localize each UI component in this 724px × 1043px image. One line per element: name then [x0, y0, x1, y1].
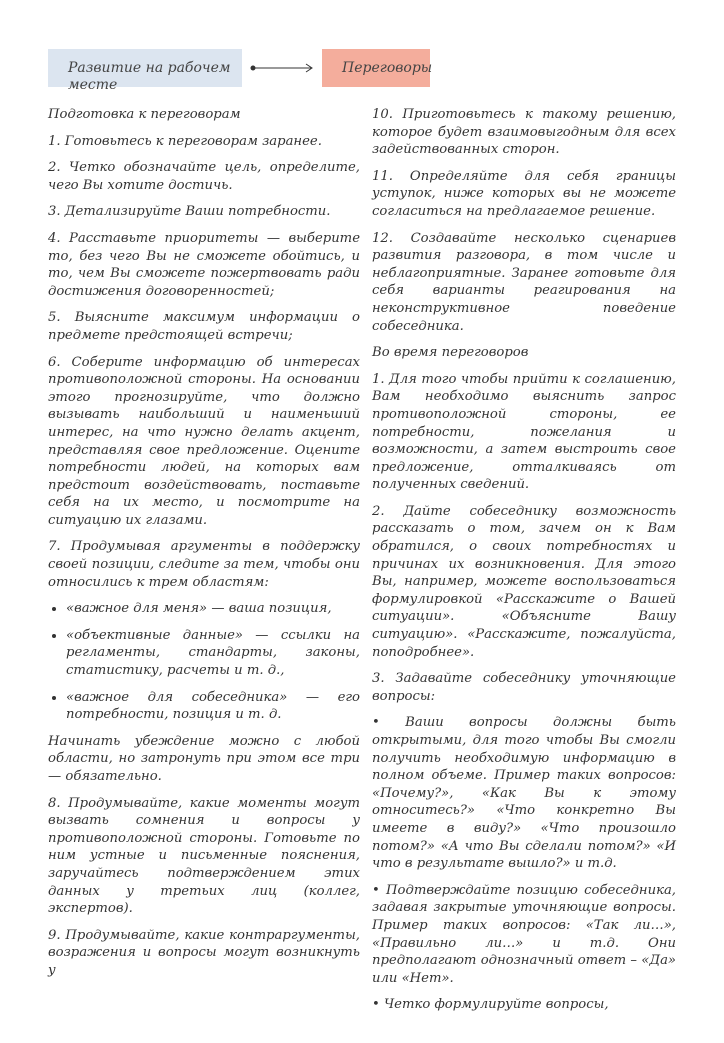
paragraph: • Четко формулируйте вопросы,	[372, 997, 609, 1013]
paragraph: 10. Приготовьтесь к такому решению, которое будет взаимовыгодным для всех задействованных сторон.	[372, 107, 676, 158]
paragraph: 4. Расставьте приоритеты — выберите то, без чего Вы не сможете обойтись, и то, чем Вы сможете пожертвовать ради достижения договоренностей;	[48, 230, 360, 299]
list-item: • «важное для собеседника» — его потребности, позиция и т. д.	[66, 689, 360, 724]
bullet-list	[48, 600, 360, 724]
left-column	[48, 106, 360, 1023]
paragraph: 11. Определяйте для себя границы уступок, ниже которых вы не можете согласиться на предлагаемое решение.	[372, 168, 676, 219]
paragraph: 5. Выясните максимум информации о предмете предстоящей встречи;	[48, 310, 360, 343]
paragraph: • Подтверждайте позицию собеседника, задавая закрытые уточняющие вопросы. Пример таких вопросов: «Так ли…», «Правильно ли…» и т.д. Они предполагают однозначный ответ – «Да» или «Нет».	[372, 882, 676, 986]
paragraph: Начинать убеждение можно с любой области, но затронуть при этом все три — обязательно.	[48, 733, 360, 784]
paragraph: 1. Готовьтесь к переговорам заранее.	[48, 133, 322, 149]
paragraph: 8. Продумывайте, какие моменты могут вызвать сомнения и вопросы у противоположной стороны. Готовьте по ним устные и письменные пояснения, заручайтесь подтверждением этих данных у третьих лиц (коллег, экспертов).	[48, 795, 360, 917]
right-column	[372, 106, 676, 1023]
paragraph: 3. Детализируйте Ваши потребности.	[48, 204, 331, 220]
paragraph: 12. Создавайте несколько сценариев развития разговора, в том числе и неблагоприятные. Заранее готовьте для себя варианты реагирования на неконструктивное поведение собеседника.	[372, 230, 676, 334]
flow-step-development: Развитие на рабочем месте	[48, 49, 242, 87]
flow-step-negotiations: Переговоры	[322, 49, 430, 87]
list-item: • «объективные данные» — ссылки на регламенты, стандарты, законы, статистику, расчеты и т. д.,	[66, 627, 360, 680]
paragraph: 6. Соберите информацию об интересах противоположной стороны. На основании этого прогнозируйте, что должно вызывать наибольший и наименьший интерес, на что нужно делать акцент, представляя свое предложение. Оцените потребности людей, на которых вам предстоит воздействовать, поставьте себя на их место, и посмотрите на ситуацию их глазами.	[48, 354, 360, 528]
paragraph: 1. Для того чтобы прийти к соглашению, Вам необходимо выяснить запрос противоположной стороны, ее потребности, пожелания и возможности, а затем выстроить свое предложение, отталкиваясь от полученных сведений.	[372, 371, 676, 493]
section-heading: Во время переговоров	[372, 345, 529, 361]
paragraph: 2. Дайте собеседнику возможность рассказать о том, зачем он к Вам обратился, о своих потребностях и причинах их возникновения. Для этого Вы, например, можете воспользоваться формулировкой «Расскажите о Вашей ситуации». «Объясните Вашу ситуацию». «Расскажите, пожалуйста, поподробнее».	[372, 503, 676, 660]
section-heading: Подготовка к переговорам	[48, 107, 241, 122]
paragraph: 7. Продумывая аргументы в поддержку своей позиции, следите за тем, чтобы они относились к трем областям:	[48, 539, 360, 590]
paragraph: 9. Продумывайте, какие контраргументы, возражения и вопросы могут возникнуть у	[48, 927, 360, 978]
paragraph: 3. Задавайте собеседнику уточняющие вопросы:	[372, 671, 676, 704]
paragraph: • Ваши вопросы должны быть открытыми, для того чтобы Вы смогли получить необходимую информацию в полном объеме. Пример таких вопросов: «Почему?», «Как Вы к этому относитесь?» «Что конкретно Вы имеете в виду?» «Что произошло потом?» «А что Вы сделали потом?» «И что в результате вышло?» и т.д.	[372, 715, 676, 872]
list-item: • «важное для меня» — ваша позиция,	[66, 600, 360, 618]
paragraph: 2. Четко обозначайте цель, определите, чего Вы хотите достичь.	[48, 160, 360, 193]
